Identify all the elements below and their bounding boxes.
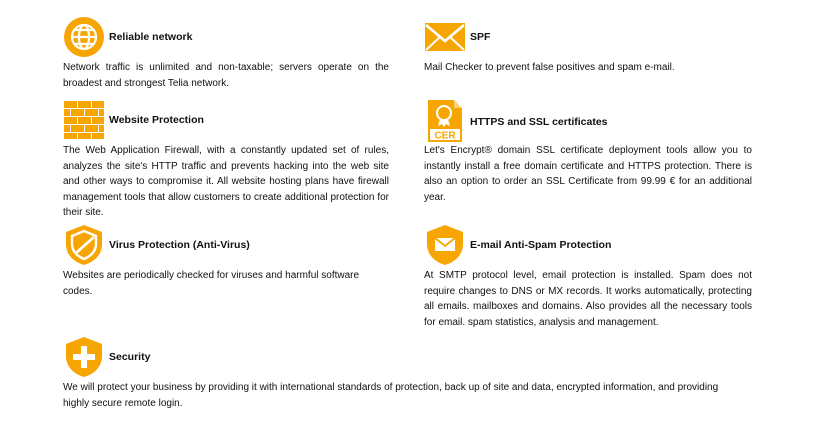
feature-title: HTTPS and SSL certificates bbox=[470, 116, 608, 128]
feature-description: The Web Application Firewall, with a constantly updated set of rules, analyzes the site's HTTP traffic and prevents hacking into the web site and other ways to compromise it. All website hosting plans have firewall management tools that allow customers to create additional protection for their site. bbox=[63, 145, 389, 218]
feature-website-protection bbox=[63, 99, 389, 221]
feature-security bbox=[63, 336, 743, 411]
shield-envelope-icon bbox=[424, 224, 466, 266]
feature-spf bbox=[424, 16, 752, 76]
feature-title: Reliable network bbox=[109, 31, 193, 43]
feature-title: SPF bbox=[470, 31, 491, 43]
feature-description: Network traffic is unlimited and non-taxable; servers operate on the broadest and strongest Telia network. bbox=[63, 62, 389, 89]
feature-description: Websites are periodically checked for viruses and harmful software codes. bbox=[63, 270, 360, 297]
feature-https-ssl bbox=[424, 99, 752, 205]
envelope-icon bbox=[424, 16, 466, 58]
feature-reliable-network bbox=[63, 16, 389, 91]
feature-description: We will protect your business by providing it with international standards of protection, back up of site and data, encrypted information, and providing highly secure remote login. bbox=[63, 382, 719, 409]
feature-description: At SMTP protocol level, email protection is installed. Spam does not require changes to DNS or MX records. It works automatically, protecting all emails. mailboxes and domains. Also provides all the necessary tools for email. spam statistics, analysis and management. bbox=[424, 270, 752, 328]
feature-email-anti-spam bbox=[424, 224, 752, 330]
feature-description: Let's Encrypt® domain SSL certificate deployment tools allow you to instantly install a free domain certificate and HTTPS protection. There is also an option to order an SSL Certificate from 99.99 € for an additional year. bbox=[424, 145, 752, 203]
globe-icon bbox=[63, 16, 105, 58]
certificate-label: CER bbox=[434, 130, 456, 142]
shield-plus-icon bbox=[63, 336, 105, 378]
feature-title: Security bbox=[109, 351, 151, 363]
feature-virus-protection bbox=[63, 224, 389, 299]
brick-wall-icon bbox=[63, 99, 105, 141]
feature-description: Mail Checker to prevent false positives and spam e-mail. bbox=[424, 62, 675, 73]
feature-title: Virus Protection (Anti-Virus) bbox=[109, 239, 250, 251]
shield-icon bbox=[63, 224, 105, 266]
certificate-icon bbox=[424, 99, 466, 143]
feature-title: Website Protection bbox=[109, 114, 204, 126]
feature-title: E-mail Anti-Spam Protection bbox=[470, 239, 612, 251]
